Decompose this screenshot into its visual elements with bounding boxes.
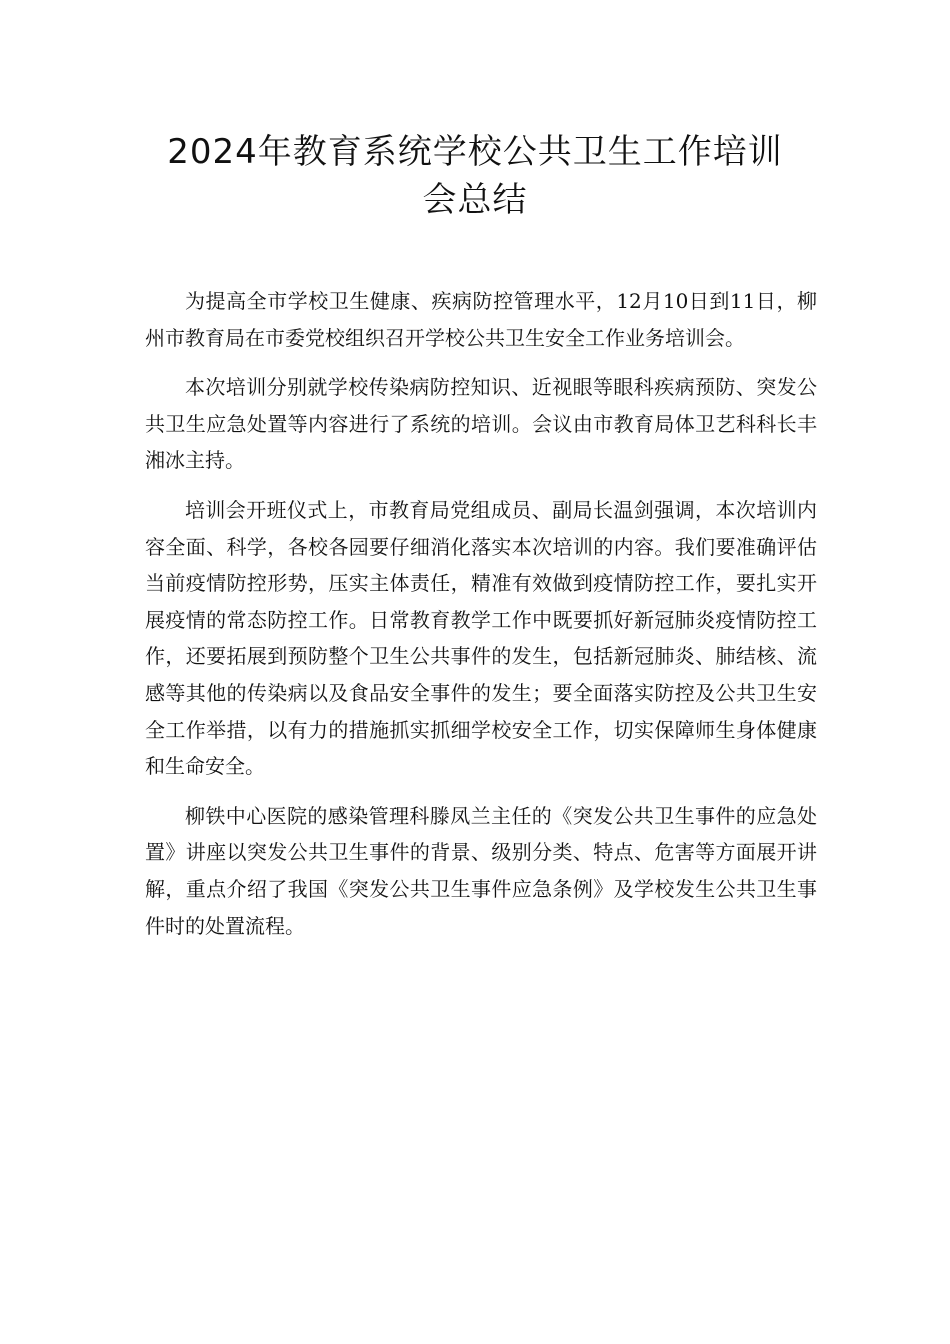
paragraph-2: 本次培训分别就学校传染病防控知识、近视眼等眼科疾病预防、突发公共卫生应急处置等内容进行了系统的培训。会议由市教育局体卫艺科科长丰湘冰主持。 [145,375,817,473]
document-title [120,128,830,224]
paragraph-1: 为提高全市学校卫生健康、疾病防控管理水平，12月10日到11日，柳州市教育局在市委党校组织召开学校公共卫生安全工作业务培训会。 [145,289,817,350]
document-title-line-2: 会总结 [422,180,528,220]
document-title-line-1: 2024年教育系统学校公共卫生工作培训 [167,132,783,172]
paragraph-4: 柳铁中心医院的感染管理科滕凤兰主任的《突发公共卫生事件的应急处置》讲座以突发公共卫生事件的背景、级别分类、特点、危害等方面展开讲解，重点介绍了我国《突发公共卫生事件应急条例》及学校发生公共卫生事件时的处置流程。 [145,803,817,938]
document-body [145,283,817,957]
paragraph-3: 培训会开班仪式上，市教育局党组成员、副局长温剑强调，本次培训内容全面、科学，各校各园要仔细消化落实本次培训的内容。我们要准确评估当前疫情防控形势，压实主体责任，精准有效做到疫情防控工作，要扎实开展疫情的常态防控工作。日常教育教学工作中既要抓好新冠肺炎疫情防控工作，还要拓展到预防整个卫生公共事件的发生，包括新冠肺炎、肺结核、流感等其他的传染病以及食品安全事件的发生；要全面落实防控及公共卫生安全工作举措，以有力的措施抓实抓细学校安全工作，切实保障师生身体健康和生命安全。 [145,497,817,779]
